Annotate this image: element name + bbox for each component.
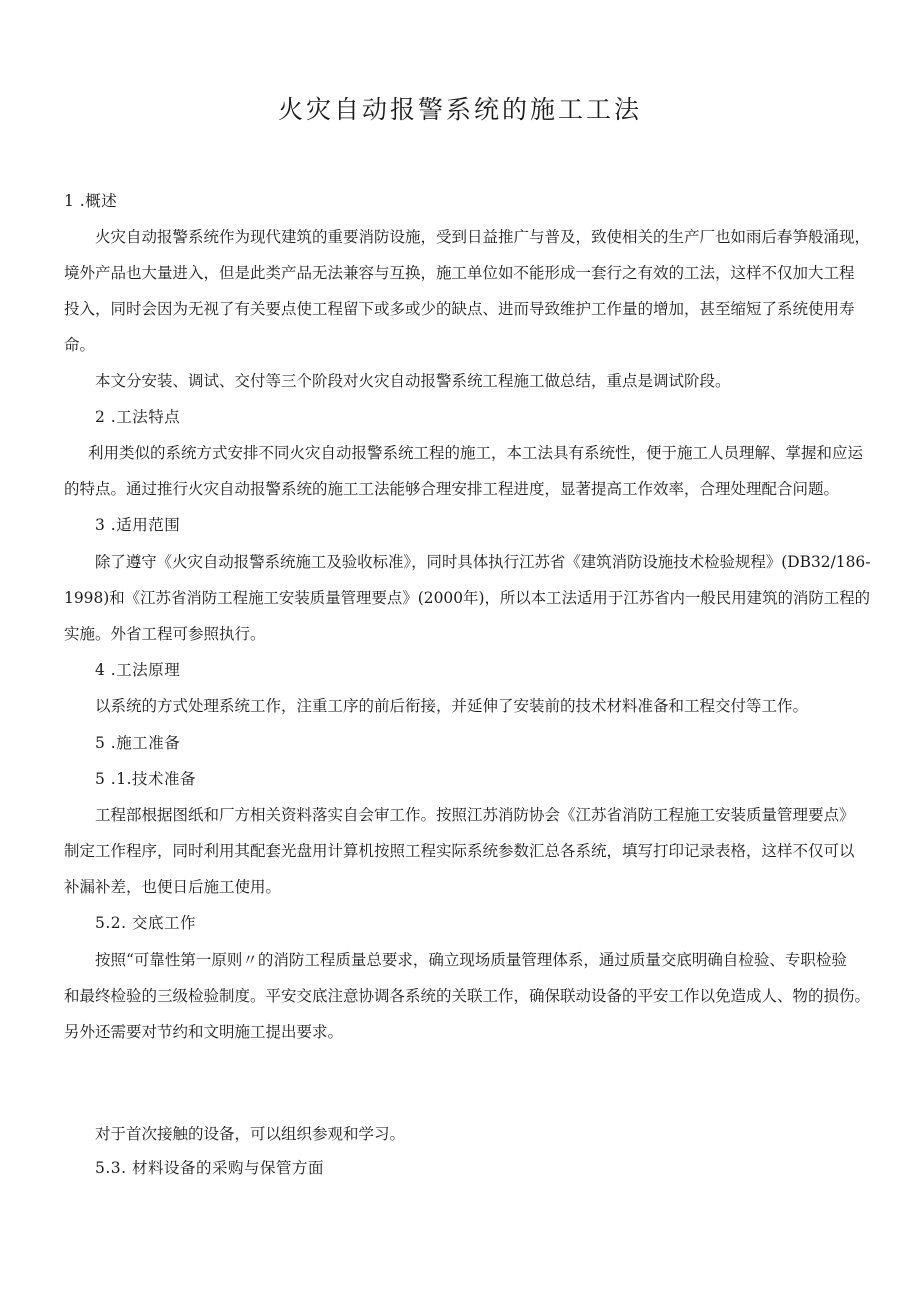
section-2-paragraph-line-1: 利用类似的系统方式安排不同火灾自动报警系统工程的施工，本工法具有系统性，便于施工人员理解、掌握和应运 [88, 444, 864, 462]
section-5-2-heading: 5.2. 交底工作 [95, 914, 197, 932]
section-5-2-paragraph-line-3: 另外还需要对节约和文明施工提出要求。 [64, 1023, 344, 1041]
document-title: 火灾自动报警系统的施工工法 [277, 95, 642, 124]
section-4-paragraph: 以系统的方式处理系统工作，注重工序的前后衔接，并延伸了安装前的技术材料准备和工程交付等工作。 [95, 697, 809, 715]
section-3-heading: 3 .适用范围 [95, 516, 181, 534]
section-5-2-paragraph-2: 对于首次接触的设备，可以组织参观和学习。 [95, 1125, 406, 1143]
section-5-1-paragraph-line-1: 工程部根据图纸和厂方相关资料落实自会审工作。按照江苏消防协会《江苏省消防工程施工安装质量管理要点》 [95, 806, 855, 824]
section-5-1-paragraph-line-2: 制定工作程序，同时利用其配套光盘用计算机按照工程实际系统参数汇总各系统，填写打印记录表格，这样不仅可以 [64, 842, 855, 860]
section-4-heading: 4 .工法原理 [95, 661, 181, 679]
section-5-heading: 5 .施工准备 [95, 734, 181, 752]
section-3-paragraph-line-1: 除了遵守《火灾自动报警系统施工及验收标准》，同时具体执行江苏省《建筑消防设施技术检验规程》(DB32/186- [95, 553, 871, 571]
section-2-paragraph-line-2: 的特点。通过推行火灾自动报警系统的施工工法能够合理安排工程进度，显著提高工作效率，合理处理配合问题。 [64, 480, 840, 498]
section-1-paragraph-1-line-2: 境外产品也大量进入，但是此类产品无法兼容与互换，施工单位如不能形成一套行之有效的工法，这样不仅加大工程 [64, 264, 855, 282]
section-2-heading: 2 .工法特点 [95, 408, 181, 426]
section-1-heading: 1 .概述 [64, 192, 118, 210]
section-5-3-heading: 5.3. 材料设备的采购与保管方面 [95, 1159, 325, 1177]
section-1-paragraph-2: 本文分安装、调试、交付等三个阶段对火灾自动报警系统工程施工做总结，重点是调试阶段。 [95, 372, 731, 390]
section-5-2-paragraph-line-2: 和最终检验的三级检验制度。平安交底注意协调各系统的关联工作，确保联动设备的平安工作以免造成人、物的损伤。 [64, 987, 871, 1005]
section-3-paragraph-line-2: 1998)和《江苏省消防工程施工安装质量管理要点》(2000年)，所以本工法适用于江苏省内一般民用建筑的消防工程的 [64, 589, 871, 607]
section-1-paragraph-1-line-3: 投入，同时会因为无视了有关要点使工程留下或多或少的缺点、进而导致维护工作量的增加，甚至缩短了系统使用寿 [64, 300, 855, 318]
section-1-paragraph-1-line-1: 火灾自动报警系统作为现代建筑的重要消防设施，受到日益推广与普及，致使相关的生产厂也如雨后春笋般涌现， [95, 228, 871, 246]
section-3-paragraph-line-3: 实施。外省工程可参照执行。 [64, 625, 266, 643]
section-5-1-paragraph-line-3: 补漏补差，也便日后施工使用。 [64, 878, 282, 896]
section-5-2-paragraph-line-1: 按照“可靠性第一原则〃的消防工程质量总要求，确立现场质量管理体系，通过质量交底明确自检验、专职检验 [95, 951, 847, 969]
section-5-1-heading: 5 .1.技术准备 [95, 770, 197, 788]
section-1-paragraph-1-line-4: 命。 [64, 336, 96, 354]
